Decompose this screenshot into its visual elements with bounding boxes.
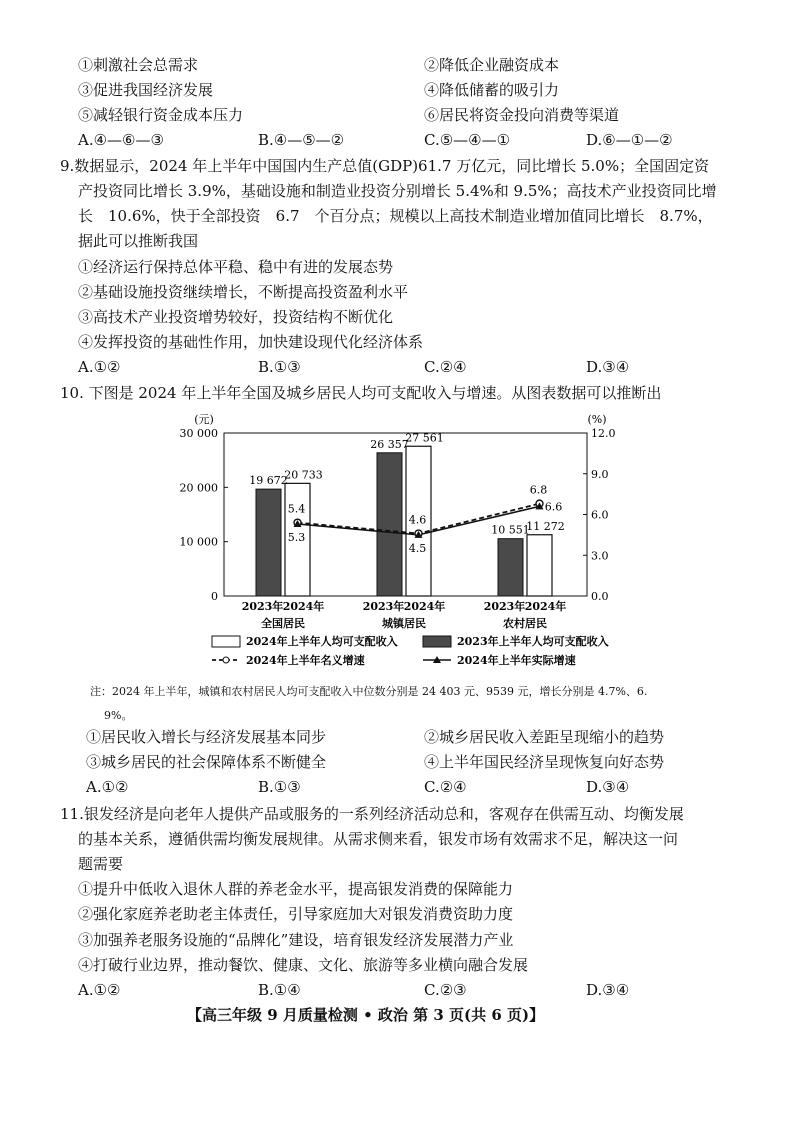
- x-group-label: 农村居民: [503, 617, 547, 630]
- real-label: 5.3: [287, 531, 306, 545]
- nominal-label: 5.4: [287, 502, 306, 516]
- page-footer: 【高三年级 9 月质量检测 • 政治 第 3 页(共 6 页)】: [187, 1006, 545, 1024]
- x-year-label: 2024年: [282, 600, 325, 613]
- y2-tick-label: 12.0: [591, 427, 616, 440]
- bar-2023-0: [256, 489, 281, 596]
- q9-stem-line-2: 产投资同比增长 3.9%，基础设施和制造业投资分别增长 5.4%和 9.5%；高技术产业投资同比增: [78, 182, 717, 200]
- q10-item-4: ④上半年国民经济呈现恢复向好态势: [424, 753, 665, 771]
- q10-stem: 10. 下图是 2024 年上半年全国及城乡居民人均可支配收入与增速。从图表数据可以推断出: [60, 384, 662, 402]
- q11-item-1: ①提升中低收入退休人群的养老金水平，提高银发消费的保障能力: [78, 880, 514, 898]
- q9-stem-line-1: 9.数据显示，2024 年上半年中国国内生产总值(GDP)61.7 万亿元，同比增长 5.0%；全国固定资: [60, 157, 710, 175]
- q11-stem-line-2: 的基本关系，遵循供需均衡发展规律。从需求侧来看，银发市场有效需求不足，解决这一问: [78, 830, 679, 848]
- bar-2023-label: 26 357: [370, 437, 409, 451]
- y-tick-label: 10 000: [179, 535, 218, 549]
- legend-label: 2024年上半年名义增速: [246, 654, 365, 667]
- q11-stem-line-3: 题需要: [78, 855, 124, 873]
- x-group-label: 城镇居民: [382, 617, 426, 630]
- q11-choice-b[interactable]: B.①④: [258, 981, 301, 999]
- q9-choice-d[interactable]: D.③④: [586, 358, 630, 376]
- q9-choice-b[interactable]: B.①③: [258, 358, 301, 376]
- q10-choice-c[interactable]: C.②④: [424, 778, 467, 796]
- legend-label: 2024年上半年实际增速: [457, 654, 576, 667]
- y2-tick-label: 0.0: [591, 590, 609, 603]
- q8-item-2: ②降低企业融资成本: [424, 56, 560, 74]
- legend-swatch-2023-income: [423, 636, 451, 647]
- legend-label: 2024年上半年人均可支配收入: [246, 635, 398, 648]
- legend-label: 2023年上半年人均可支配收入: [457, 635, 609, 648]
- q8-item-3: ③促进我国经济发展: [78, 81, 214, 99]
- q11-item-2: ②强化家庭养老助老主体责任，引导家庭加大对银发消费资助力度: [78, 905, 514, 923]
- y2-tick-label: 3.0: [591, 549, 609, 563]
- q8-item-1: ①刺激社会总需求: [78, 56, 199, 74]
- y2-tick-label: 9.0: [591, 467, 609, 481]
- q9-stem-line-4: 据此可以推断我国: [78, 232, 199, 250]
- q9-item-1: ①经济运行保持总体平稳、稳中有进的发展态势: [78, 258, 394, 276]
- y-tick-label: 20 000: [179, 481, 218, 495]
- bar-2023-2: [498, 539, 523, 596]
- bar-2024-label: 27 561: [405, 431, 444, 445]
- q10-note-line-2: 9%。: [104, 709, 133, 722]
- q8-choice-d[interactable]: D.⑥—①—②: [586, 131, 673, 149]
- y2-axis-unit: (%): [587, 413, 607, 426]
- q10-item-1: ①居民收入增长与经济发展基本同步: [86, 728, 327, 746]
- bar-2023-label: 19 672: [249, 474, 288, 488]
- q8-item-4: ④降低储蓄的吸引力: [424, 81, 560, 99]
- q8-choice-a[interactable]: A.④—⑥—③: [78, 131, 164, 149]
- q11-item-3: ③加强养老服务设施的“品牌化”建设，培育银发经济发展潜力产业: [78, 931, 514, 949]
- y-axis-unit: (元): [194, 413, 214, 426]
- x-year-label: 2023年: [241, 600, 284, 613]
- q11-stem-line-1: 11.银发经济是向老年人提供产品或服务的一系列经济活动总和，客观存在供需互动、均衡发展: [60, 805, 684, 823]
- q9-item-3: ③高技术产业投资增势较好，投资结构不断优化: [78, 308, 394, 326]
- q9-choice-c[interactable]: C.②④: [424, 358, 467, 376]
- nominal-label: 4.6: [408, 513, 427, 527]
- q9-stem-line-3: 长 10.6%，快于全部投资 6.7 个百分点；规模以上高技术制造业增加值同比增长 8.7%，: [78, 207, 713, 225]
- q10-item-2: ②城乡居民收入差距呈现缩小的趋势: [424, 728, 665, 746]
- real-label: 4.5: [408, 541, 427, 555]
- q9-item-2: ②基础设施投资继续增长，不断提高投资盈利水平: [78, 283, 409, 301]
- bar-2024-label: 20 733: [284, 468, 323, 482]
- q11-choice-d[interactable]: D.③④: [586, 981, 630, 999]
- q8-choice-c[interactable]: C.⑤—④—①: [424, 131, 511, 149]
- q11-choice-a[interactable]: A.①②: [78, 981, 121, 999]
- x-year-label: 2024年: [403, 600, 446, 613]
- q11-item-4: ④打破行业边界，推动餐饮、健康、文化、旅游等多业横向融合发展: [78, 956, 529, 974]
- x-year-label: 2023年: [362, 600, 405, 613]
- bar-2023-label: 10 551: [491, 523, 530, 537]
- q10-note-line-1: 注：2024 年上半年，城镇和农村居民人均可支配收入中位数分别是 24 403 元、9539 元，增长分别是 4.7%、6.: [90, 685, 648, 698]
- bar-2024-2: [527, 535, 552, 596]
- legend-marker-nominal: [223, 657, 229, 663]
- q8-item-5: ⑤减轻银行资金成本压力: [78, 106, 244, 124]
- x-year-label: 2023年: [483, 600, 526, 613]
- q10-choice-a[interactable]: A.①②: [86, 778, 129, 796]
- q9-choice-a[interactable]: A.①②: [78, 358, 121, 376]
- x-group-label: 全国居民: [261, 617, 305, 630]
- q8-choice-b[interactable]: B.④—⑤—②: [258, 131, 345, 149]
- bar-2024-label: 11 272: [526, 519, 565, 533]
- income-chart: [0, 405, 793, 705]
- real-label: 6.6: [544, 500, 563, 514]
- q8-item-6: ⑥居民将资金投向消费等渠道: [424, 106, 620, 124]
- q10-item-3: ③城乡居民的社会保障体系不断健全: [86, 753, 327, 771]
- bar-2023-1: [377, 453, 402, 596]
- q10-choice-d[interactable]: D.③④: [586, 778, 630, 796]
- q10-choice-b[interactable]: B.①③: [258, 778, 301, 796]
- y-tick-label: 0: [211, 590, 218, 603]
- y2-tick-label: 6.0: [591, 508, 609, 522]
- nominal-label: 6.8: [529, 483, 548, 497]
- legend-swatch-2024-income: [212, 636, 240, 647]
- y-tick-label: 30 000: [179, 427, 218, 440]
- q9-item-4: ④发挥投资的基础性作用，加快建设现代化经济体系: [78, 333, 424, 351]
- x-year-label: 2024年: [524, 600, 567, 613]
- q11-choice-c[interactable]: C.②③: [424, 981, 467, 999]
